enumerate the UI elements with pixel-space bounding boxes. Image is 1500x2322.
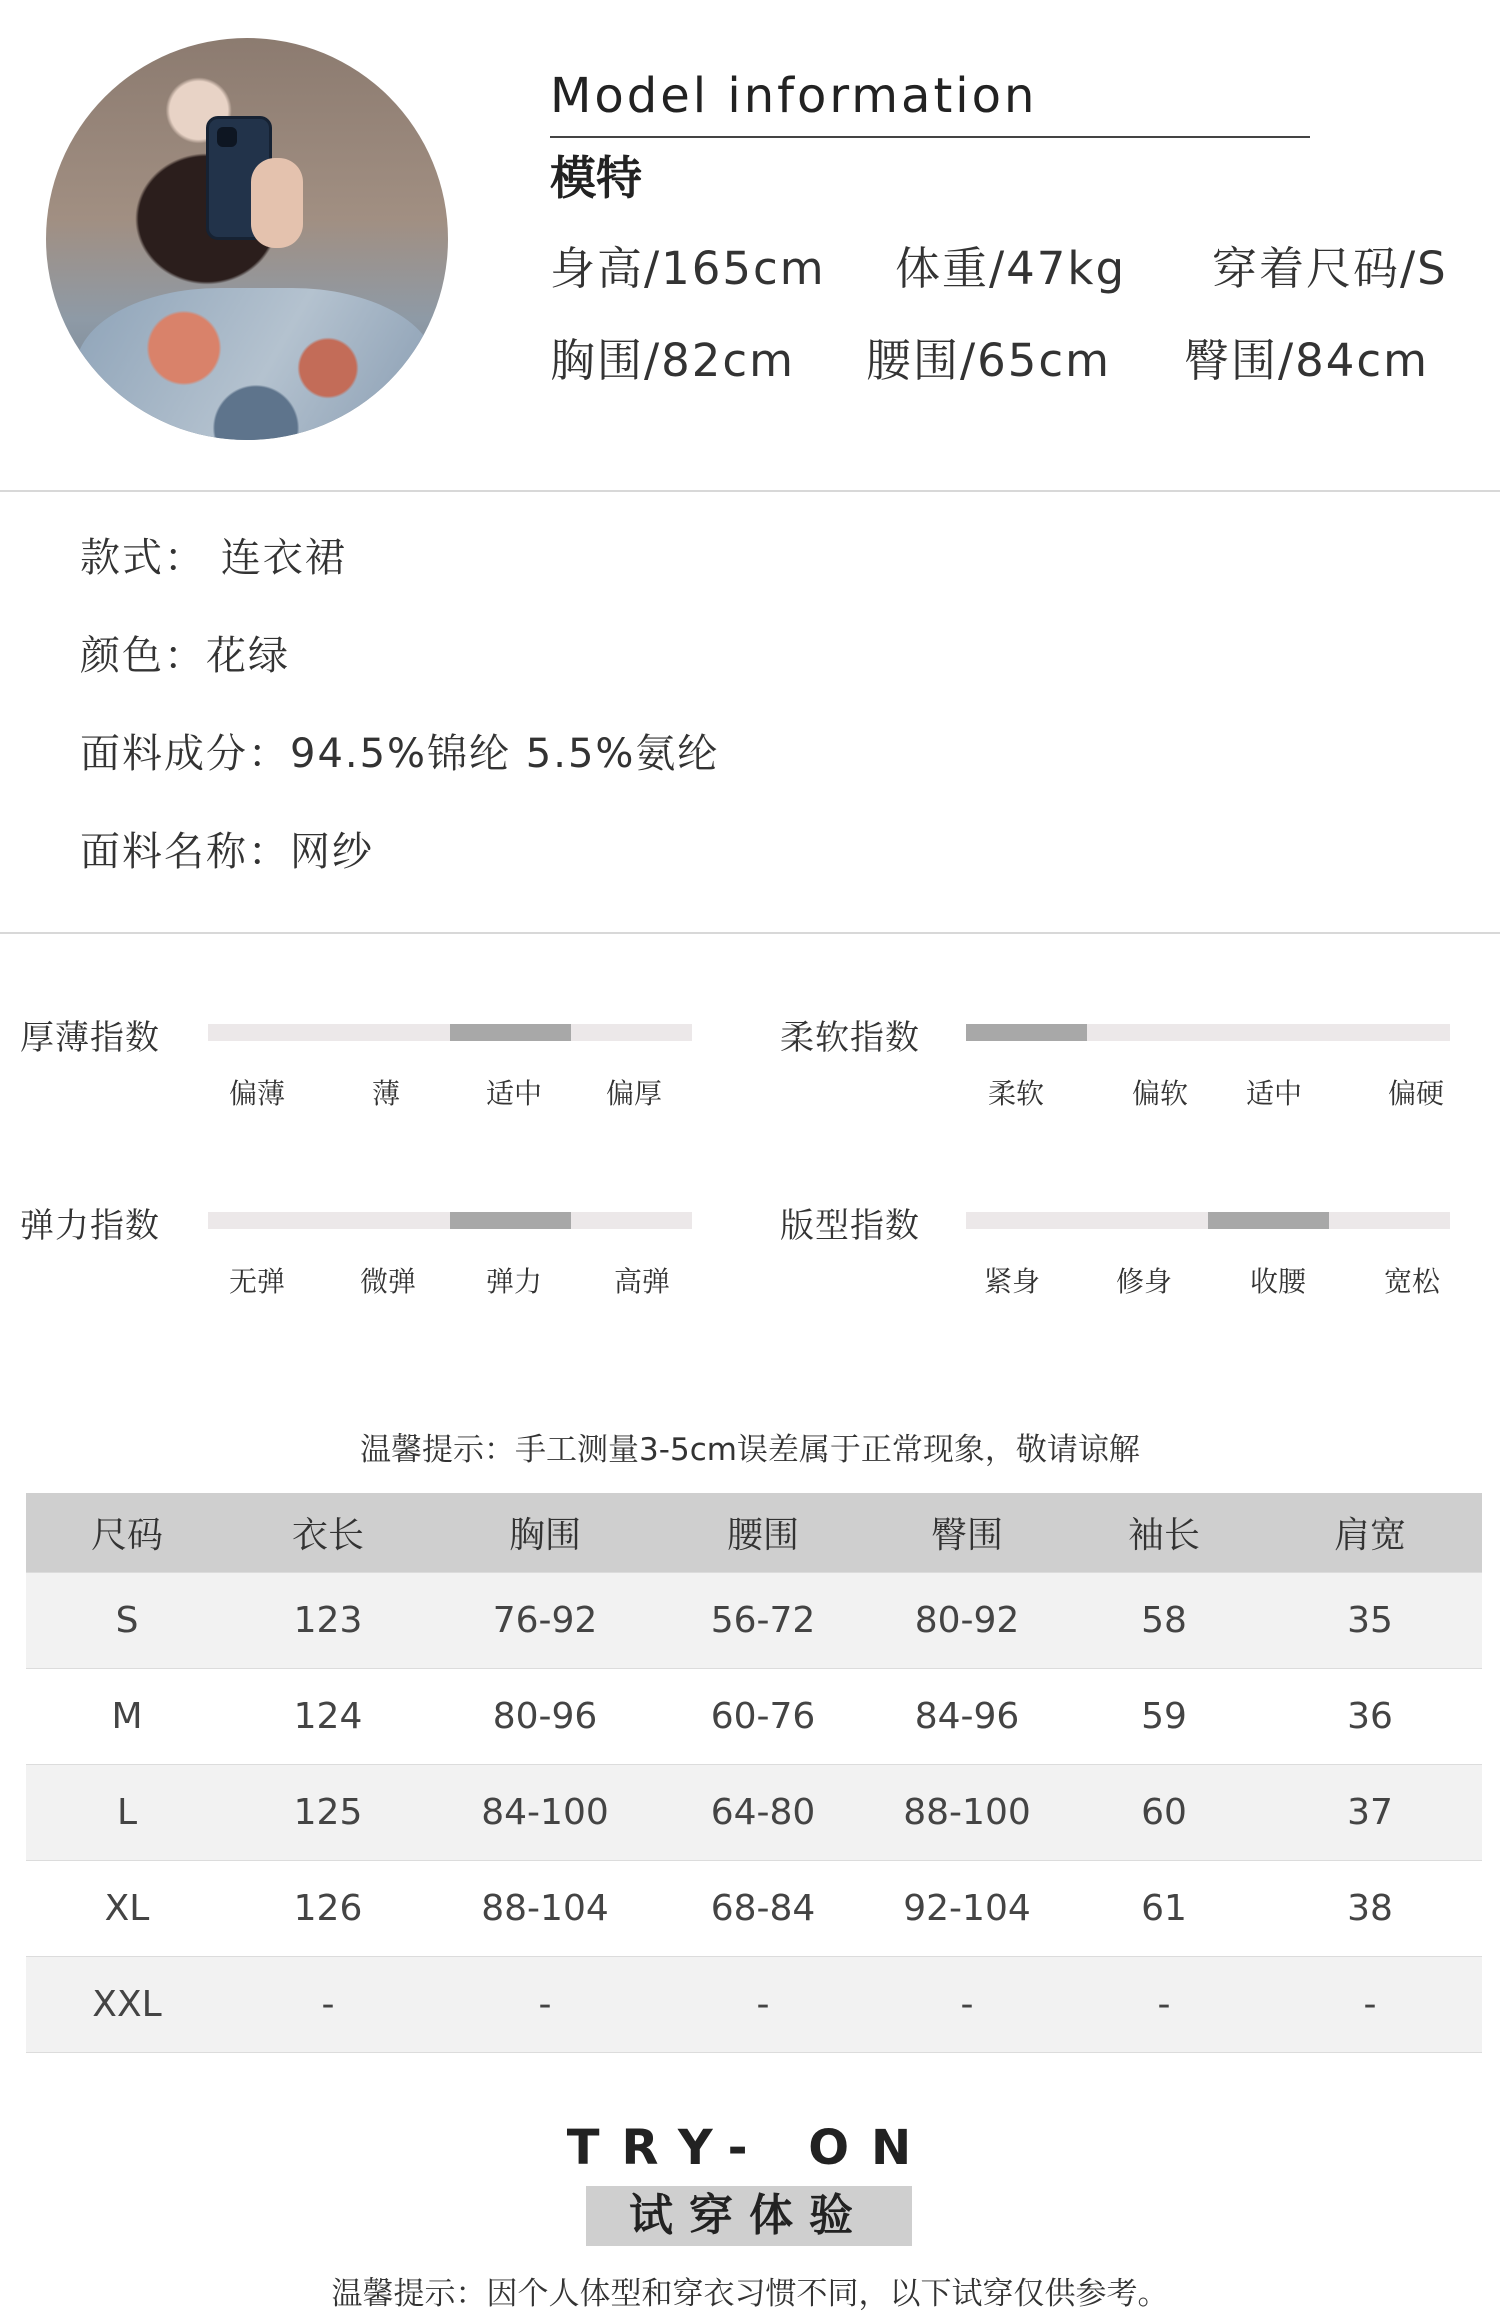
table-cell: S	[26, 1573, 228, 1669]
table-cell: 76-92	[428, 1573, 662, 1669]
model-size: 穿着尺码/S	[1212, 242, 1448, 295]
softness-index-track	[966, 1024, 1450, 1041]
fit-option: 收腰	[1249, 1265, 1307, 1298]
model-bust: 胸围/82cm	[550, 334, 795, 387]
table-cell: 124	[228, 1669, 428, 1765]
table-row	[26, 1765, 1482, 1861]
model-height: 身高/165cm	[550, 242, 826, 295]
size-table	[26, 1493, 1482, 2053]
product-fabric: 面料成分：94.5%锦纶 5.5%氨纶	[80, 731, 720, 777]
table-cell: 36	[1258, 1669, 1482, 1765]
fit-index-track	[966, 1212, 1450, 1229]
elasticity-index-label: 弹力指数	[20, 1206, 160, 1246]
model-photo	[46, 38, 448, 440]
thickness-index-fill	[450, 1024, 571, 1041]
dress-graphic	[76, 288, 436, 440]
softness-index-fill	[966, 1024, 1087, 1041]
softness-option: 适中	[1245, 1077, 1303, 1110]
softness-option: 柔软	[987, 1077, 1045, 1110]
table-cell: 80-92	[864, 1573, 1070, 1669]
model-info-subtitle: 模特	[550, 151, 642, 205]
model-waist: 腰围/65cm	[866, 334, 1111, 387]
model-hip: 臀围/84cm	[1184, 334, 1429, 387]
table-cell: 68-84	[662, 1861, 864, 1957]
elasticity-index-fill	[450, 1212, 571, 1229]
model-weight: 体重/47kg	[895, 242, 1127, 295]
table-row	[26, 1957, 1482, 2053]
header-shoulder: 肩宽	[1258, 1493, 1482, 1573]
fit-option: 宽松	[1383, 1265, 1441, 1298]
elasticity-index-track	[208, 1212, 692, 1229]
table-cell: 60	[1070, 1765, 1258, 1861]
thickness-option: 偏厚	[605, 1077, 663, 1110]
header-size: 尺码	[26, 1493, 228, 1573]
elasticity-option: 微弹	[359, 1265, 417, 1298]
table-cell: 64-80	[662, 1765, 864, 1861]
thickness-index-label: 厚薄指数	[20, 1018, 160, 1058]
size-table-header-row	[26, 1493, 1482, 1573]
table-cell: -	[1070, 1957, 1258, 2053]
softness-index-label: 柔软指数	[780, 1018, 920, 1058]
table-cell: 92-104	[864, 1861, 1070, 1957]
thickness-option: 适中	[485, 1077, 543, 1110]
table-cell: 88-100	[864, 1765, 1070, 1861]
table-row	[26, 1669, 1482, 1765]
thickness-option: 偏薄	[228, 1077, 286, 1110]
model-info-title: Model information	[550, 68, 1038, 124]
thickness-option: 薄	[371, 1077, 401, 1110]
table-cell: 123	[228, 1573, 428, 1669]
hand-graphic	[251, 158, 303, 248]
table-row	[26, 1861, 1482, 1957]
table-cell: -	[428, 1957, 662, 2053]
table-cell: -	[228, 1957, 428, 2053]
table-cell: XL	[26, 1861, 228, 1957]
product-style: 款式： 连衣裙	[80, 535, 347, 581]
fit-option: 修身	[1115, 1265, 1173, 1298]
header-length: 衣长	[228, 1493, 428, 1573]
table-cell: 58	[1070, 1573, 1258, 1669]
table-cell: 35	[1258, 1573, 1482, 1669]
table-row	[26, 1573, 1482, 1669]
fit-option: 紧身	[983, 1265, 1041, 1298]
product-fabric-name: 面料名称：网纱	[80, 829, 374, 875]
elasticity-option: 无弹	[228, 1265, 286, 1298]
table-cell: 84-100	[428, 1765, 662, 1861]
softness-option: 偏硬	[1387, 1077, 1445, 1110]
table-cell: 88-104	[428, 1861, 662, 1957]
size-measurement-note: 温馨提示：手工测量3-5cm误差属于正常现象，敬请谅解	[360, 1432, 1140, 1468]
tryon-badge: 试穿体验	[586, 2186, 912, 2246]
table-cell: 38	[1258, 1861, 1482, 1957]
table-cell: 37	[1258, 1765, 1482, 1861]
table-cell: -	[864, 1957, 1070, 2053]
table-cell: 80-96	[428, 1669, 662, 1765]
table-cell: 60-76	[662, 1669, 864, 1765]
section-divider	[0, 490, 1500, 492]
fit-index-fill	[1208, 1212, 1329, 1229]
fit-index-label: 版型指数	[780, 1206, 920, 1246]
elasticity-option: 弹力	[485, 1265, 543, 1298]
tryon-note: 温馨提示：因个人体型和穿衣习惯不同，以下试穿仅供参考。	[331, 2276, 1169, 2312]
product-color: 颜色：花绿	[80, 633, 290, 679]
table-cell: 84-96	[864, 1669, 1070, 1765]
table-cell: XXL	[26, 1957, 228, 2053]
table-cell: 59	[1070, 1669, 1258, 1765]
header-hip: 臀围	[864, 1493, 1070, 1573]
thickness-index-track	[208, 1024, 692, 1041]
table-cell: 125	[228, 1765, 428, 1861]
title-underline	[550, 136, 1310, 138]
header-bust: 胸围	[428, 1493, 662, 1573]
elasticity-option: 高弹	[613, 1265, 671, 1298]
header-waist: 腰围	[662, 1493, 864, 1573]
header-sleeve: 袖长	[1070, 1493, 1258, 1573]
table-cell: 56-72	[662, 1573, 864, 1669]
table-cell: 61	[1070, 1861, 1258, 1957]
table-cell: -	[1258, 1957, 1482, 2053]
tryon-title: TRY- ON	[566, 2120, 934, 2176]
softness-option: 偏软	[1131, 1077, 1189, 1110]
section-divider	[0, 932, 1500, 934]
table-cell: M	[26, 1669, 228, 1765]
table-cell: 126	[228, 1861, 428, 1957]
table-cell: L	[26, 1765, 228, 1861]
table-cell: -	[662, 1957, 864, 2053]
